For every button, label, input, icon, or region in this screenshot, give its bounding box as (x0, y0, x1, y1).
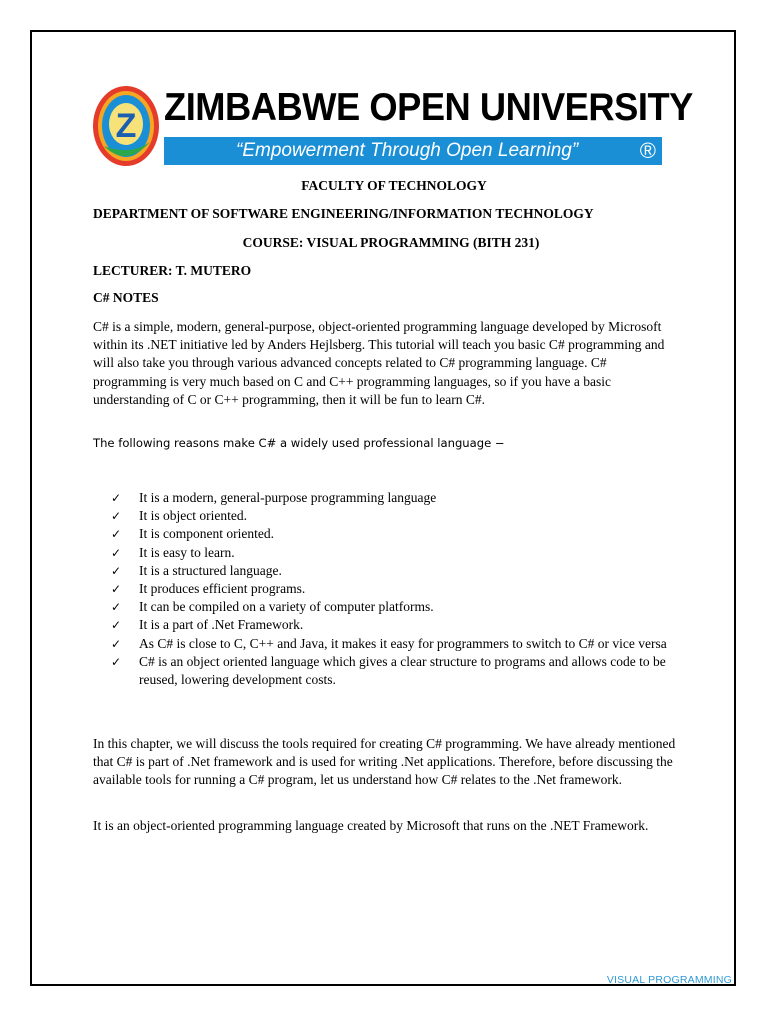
checkmark-icon: ✓ (111, 491, 122, 505)
list-item-text: It is easy to learn. (139, 544, 235, 560)
list-item (111, 653, 671, 689)
list-item-text: It can be compiled on a variety of computer platforms. (139, 599, 434, 615)
checkmark-icon: ✓ (111, 527, 122, 542)
department-heading: DEPARTMENT OF SOFTWARE ENGINEERING/INFORMATION TECHNOLOGY (93, 206, 594, 221)
list-item-text: It is component oriented. (139, 526, 274, 542)
lecturer-heading: LECTURER: T. MUTERO (93, 263, 252, 278)
reasons-intro: The following reasons make C# a widely used professional language − (93, 436, 505, 450)
list-item (111, 635, 671, 653)
list-item (111, 507, 671, 525)
checkmark-icon: ✓ (111, 563, 122, 578)
list-item (111, 525, 671, 543)
object-oriented-paragraph: It is an object-oriented programming language created by Microsoft that runs on the .NET Framework. (93, 818, 649, 833)
list-item-text: It is a modern, general-purpose programming language (139, 490, 437, 505)
intro-paragraph: C# is a simple, modern, general-purpose, object-oriented programming language developed by Microsoft within its .NET initiative led by Anders Hejlsberg. This tutorial will teach you basic C# programming and will also take you through various advanced concepts related to C# programming language. C# programming is very much based on C and C++ programming languages, so if you have a basic understanding of C or C++ programming, then it will be fun to learn C#. (93, 319, 665, 407)
list-item (111, 598, 671, 616)
registered-mark: ® (639, 138, 656, 163)
list-item-text: As C# is close to C, C++ and Java, it makes it easy for programmers to switch to C# or vice versa (139, 635, 667, 651)
faculty-heading: FACULTY OF TECHNOLOGY (301, 178, 487, 193)
university-logo (90, 84, 693, 168)
notes-title: C# NOTES (93, 290, 159, 305)
list-item-text: It is object oriented. (139, 508, 247, 524)
list-item (111, 616, 671, 634)
checkmark-icon: ✓ (111, 600, 122, 615)
university-name: ZIMBABWE OPEN UNIVERSITY (164, 86, 693, 129)
reasons-list (111, 489, 671, 689)
slogan-text: “Empowerment Through Open Learning” (236, 140, 579, 161)
checkmark-icon: ✓ (111, 509, 122, 524)
slogan-banner (164, 137, 662, 165)
list-item (111, 562, 671, 580)
checkmark-icon: ✓ (111, 545, 122, 560)
chapter-paragraph: In this chapter, we will discuss the tools required for creating C# programming. We have already mentioned that C# is part of .Net framework and is used for writing .Net applications. Therefore, before discussing the available tools for running a C# program, let us understand how C# relates to the .Net framework. (93, 736, 676, 788)
checkmark-icon: ✓ (111, 618, 122, 633)
list-item-text: It produces efficient programs. (139, 581, 306, 597)
footer-label: VISUAL PROGRAMMING (606, 974, 732, 986)
list-item (111, 580, 671, 598)
course-heading: COURSE: VISUAL PROGRAMMING (BITH 231) (242, 235, 540, 250)
checkmark-icon: ✓ (111, 582, 122, 597)
list-item (111, 489, 671, 507)
list-item (111, 544, 671, 562)
list-item-text: It is a part of .Net Framework. (139, 617, 304, 633)
checkmark-icon: ✓ (111, 636, 122, 651)
svg-text:Z: Z (115, 107, 137, 145)
zou-emblem-icon (90, 84, 162, 168)
list-item-text: C# is an object oriented language which gives a clear structure to programs and allows code to be reused, lowering development costs. (139, 653, 666, 688)
checkmark-icon: ✓ (111, 654, 122, 669)
list-item-text: It is a structured language. (139, 562, 282, 578)
